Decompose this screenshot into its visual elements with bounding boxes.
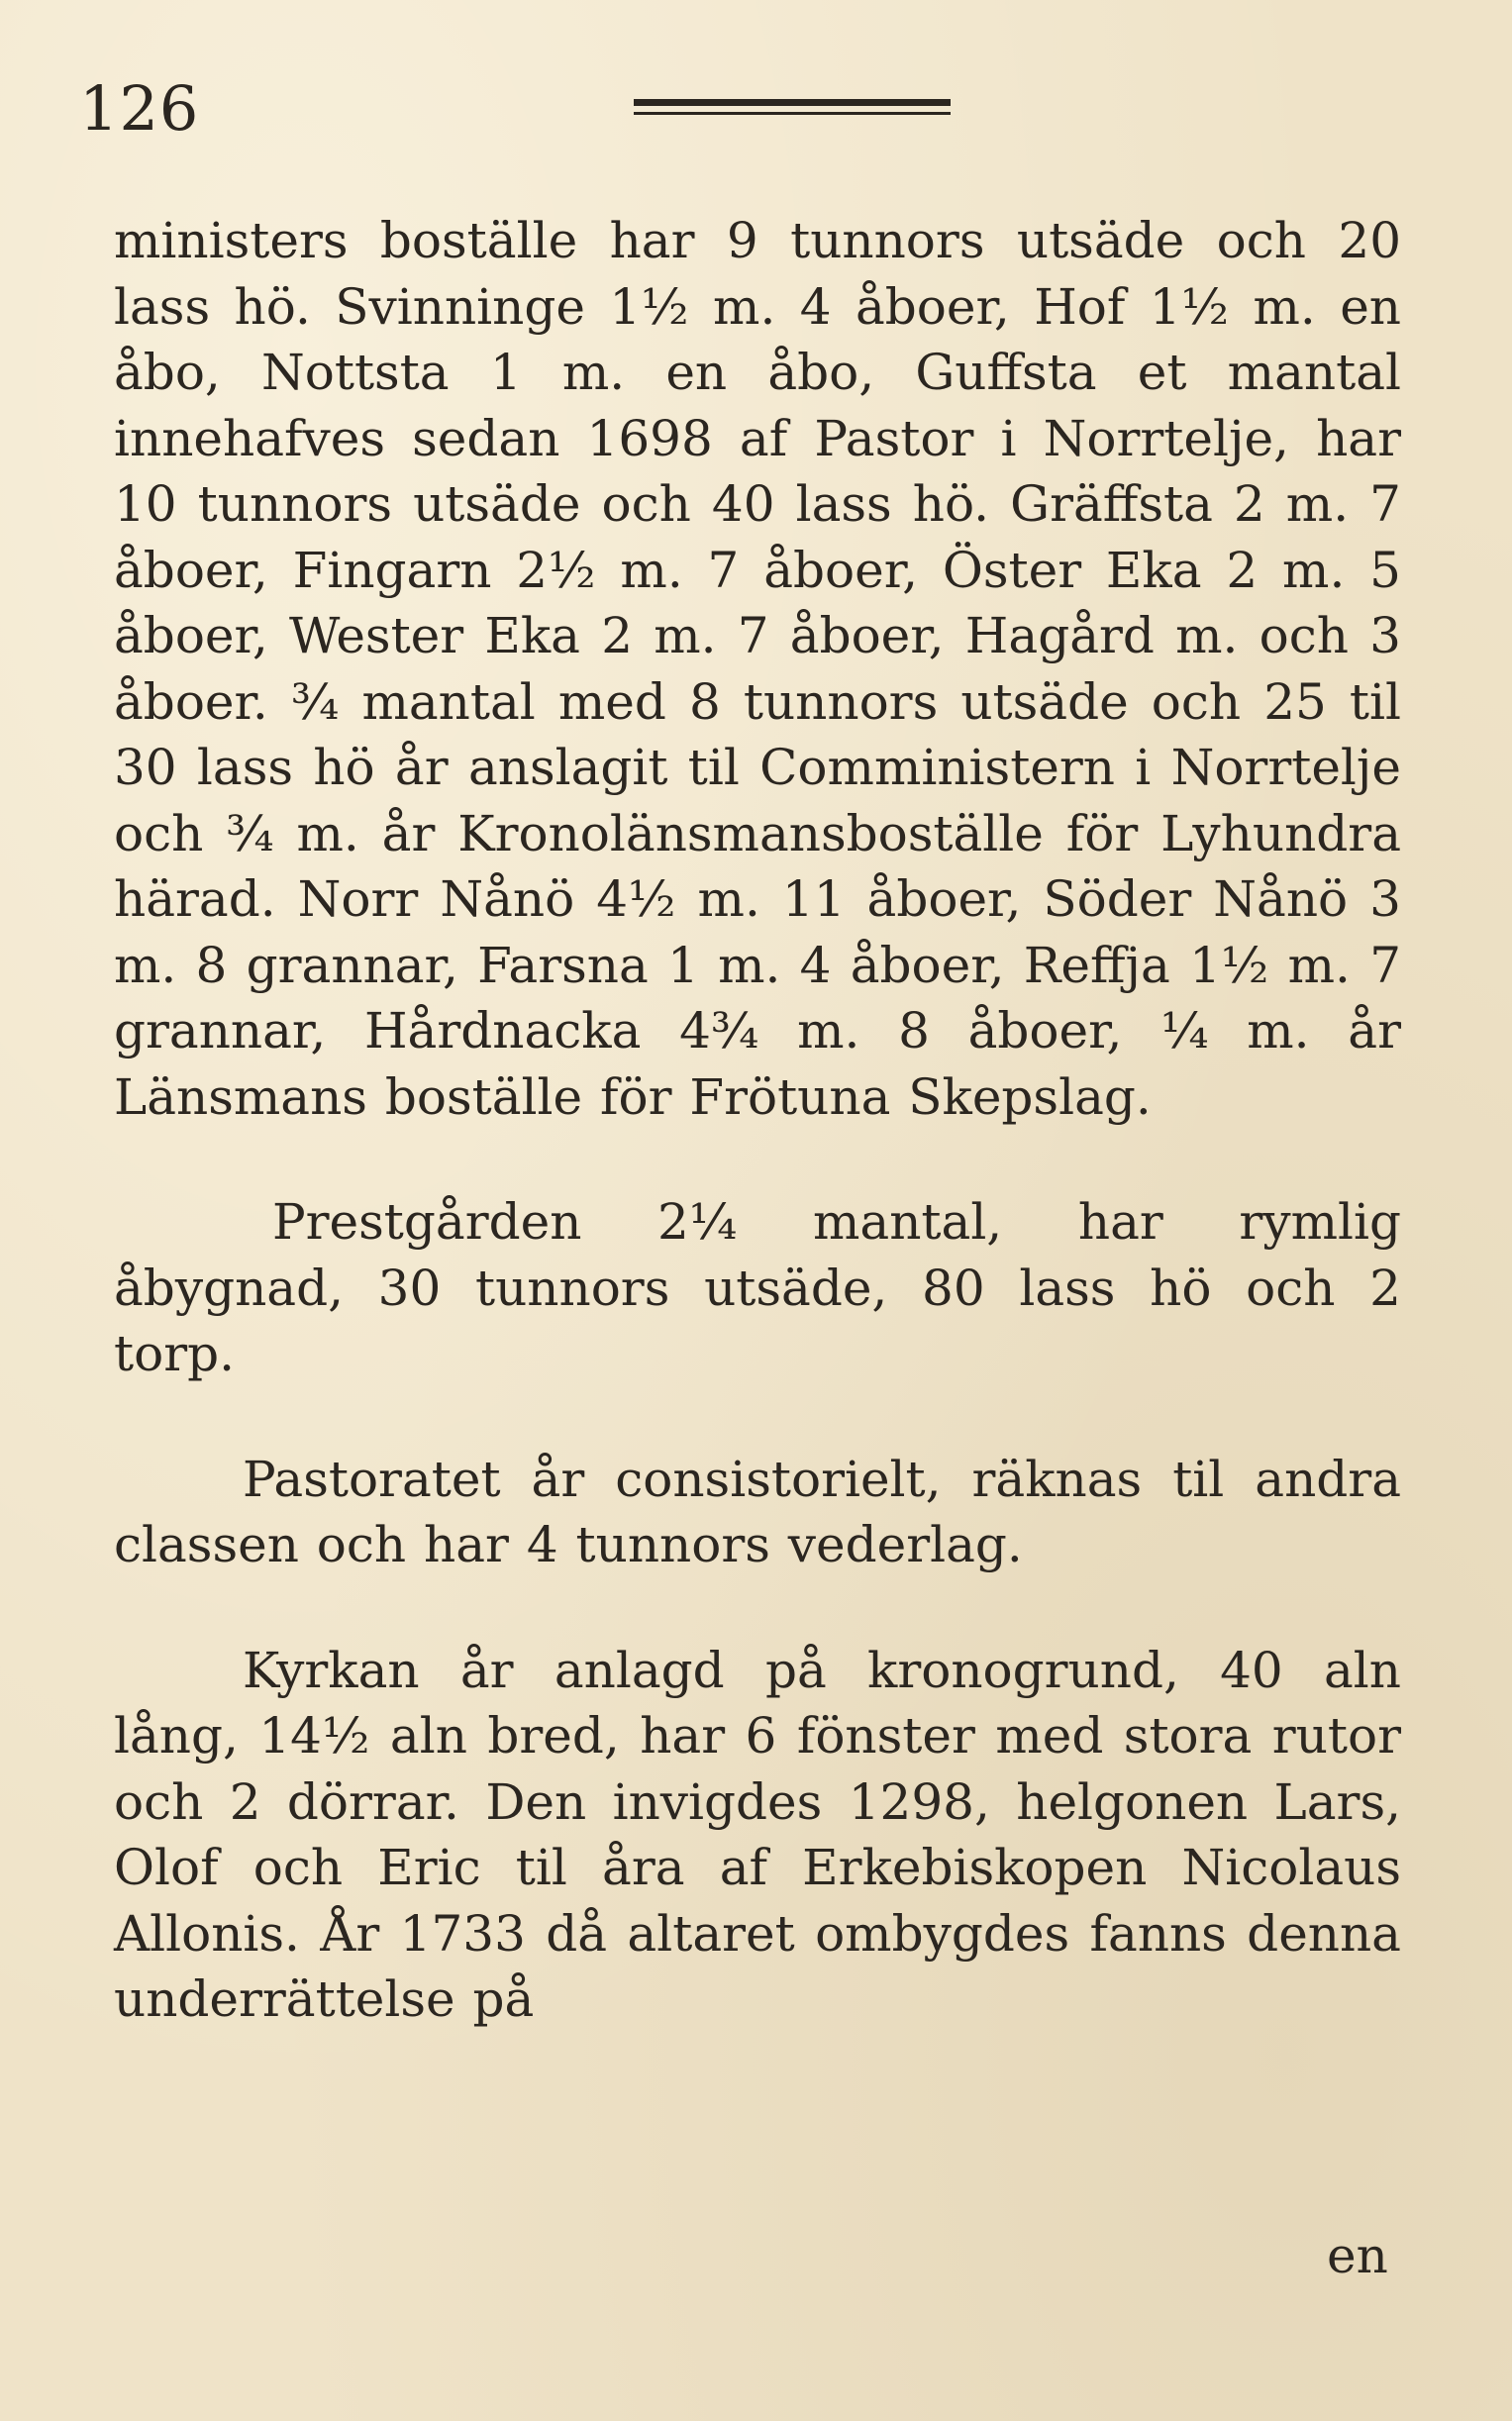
paragraph-farms: ministers boställe har 9 tunnors utsäde och 20 lass hö. Svinninge 1½ m. 4 åboer, Hof 1½ m. en åbo, Nottsta 1 m. en åbo, Guffsta et mantal innehafves sedan 1698 af Pastor i Norrtelje, har 10 tunnors utsäde och 40 lass hö. Gräffsta 2 m. 7 åboer, Fingarn 2½ m. 7 åboer, Öster Eka 2 m. 5 åboer, Wester Eka 2 m. 7 åboer, Hagård m. och 3 åboer. ¾ mantal med 8 tunnors utsäde och 25 til 30 lass hö år anslagit til Comministern i Norrtelje och ¾ m. år Kronolänsmansboställe för Lyhundra härad. Norr Nånö 4½ m. 11 åboer, Söder Nånö 3 m. 8 grannar, Farsna 1 m. 4 åboer, Reffja 1½ m. 7 grannar, Hårdnacka 4¾ m. 8 åboer, ¼ m. år Länsmans boställe för Frötuna Skepslag.: [114, 212, 1401, 1126]
header-rule-thick: [634, 99, 951, 106]
paragraph-kyrkan: Kyrkan år anlagd på kronogrund, 40 aln lång, 14½ aln bred, har 6 fönster med stora rutor och 2 dörrar. Den invigdes 1298, helgonen Lars, Olof och Eric til åra af Erkebiskopen Nicolaus Allonis. År 1733 då altaret ombygdes fanns denna underrättelse på: [114, 1641, 1401, 2028]
paragraph-pastoratet: Pastoratet år consistorielt, räknas til andra classen och har 4 tunnors vederlag.: [114, 1450, 1401, 1573]
header-rule-thin: [634, 112, 951, 115]
page-body: [114, 208, 1401, 2033]
header-ornament-rule: [634, 99, 951, 121]
page-header: [79, 69, 1396, 149]
catchword: en: [1327, 2227, 1388, 2284]
paragraph-prestgarden: Prestgården 2¼ mantal, har rymlig åbygnad, 30 tunnors utsäde, 80 lass hö och 2 torp.: [114, 1193, 1401, 1382]
page-number: 126: [79, 72, 200, 145]
